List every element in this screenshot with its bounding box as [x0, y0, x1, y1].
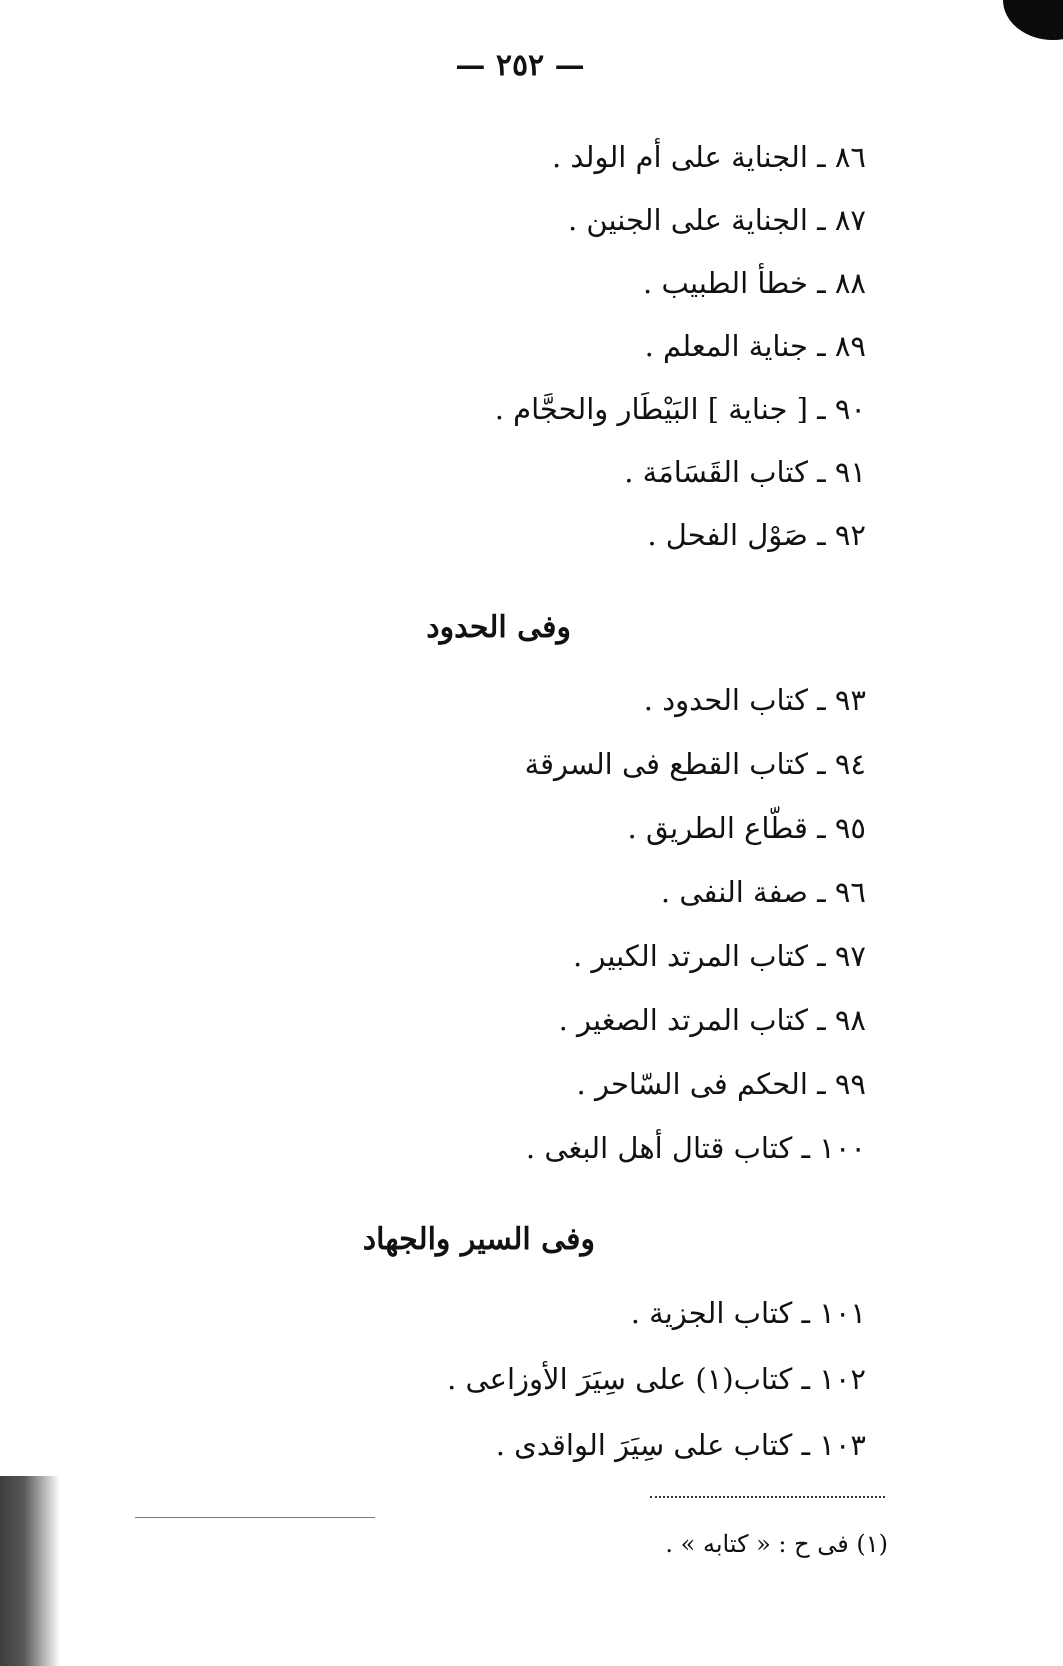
list-item: ٩٥ ـ قطّاع الطريق . — [627, 811, 866, 845]
page-number: — ٢٥٢ — — [455, 48, 585, 83]
list-item: ٩٣ ـ كتاب الحدود . — [643, 683, 866, 717]
list-item: ١٠٣ ـ كتاب على سِيَرَ الواقدى . — [495, 1428, 866, 1462]
list-item: ٩٧ ـ كتاب المرتد الكبير . — [572, 939, 866, 973]
list-item: ٩٦ ـ صفة النفى . — [660, 875, 866, 909]
list-item: ١٠٢ ـ كتاب(١) على سِيَرَ الأوزاعى . — [447, 1362, 866, 1396]
list-item: ٩٢ ـ صَوْل الفحل . — [647, 518, 866, 552]
footnote-divider — [650, 1496, 885, 1498]
list-item: ٩١ ـ كتاب القَسَامَة . — [624, 455, 866, 489]
list-item: ٨٦ ـ الجناية على أم الولد . — [551, 140, 866, 174]
list-item: ٨٨ ـ خطأ الطبيب . — [643, 266, 866, 300]
section-heading-hudud: وفى الحدود — [426, 610, 571, 645]
list-item: ٩٨ ـ كتاب المرتد الصغير . — [558, 1003, 866, 1037]
list-item: ٩٤ ـ كتاب القطع فى السرقة — [524, 747, 866, 781]
section-heading-siyar: وفى السير والجهاد — [362, 1222, 595, 1257]
list-item: ٨٧ ـ الجناية على الجنين . — [567, 203, 866, 237]
list-item: ١٠١ ـ كتاب الجزية . — [630, 1296, 866, 1330]
binding-shadow — [0, 1476, 60, 1666]
footnote-divider-left — [135, 1517, 375, 1518]
list-item: ٨٩ ـ جناية المعلم . — [644, 329, 866, 363]
list-item: ٩٩ ـ الحكم فى السّاحر . — [576, 1067, 866, 1101]
list-item: ٩٠ ـ [ جناية ] البَيْطَار والحجَّام . — [494, 392, 866, 426]
scan-corner-shadow — [1003, 0, 1063, 40]
list-item: ١٠٠ ـ كتاب قتال أهل البغى . — [525, 1131, 866, 1165]
footnote: (١) فى ح : « كتابه » . — [665, 1530, 888, 1558]
